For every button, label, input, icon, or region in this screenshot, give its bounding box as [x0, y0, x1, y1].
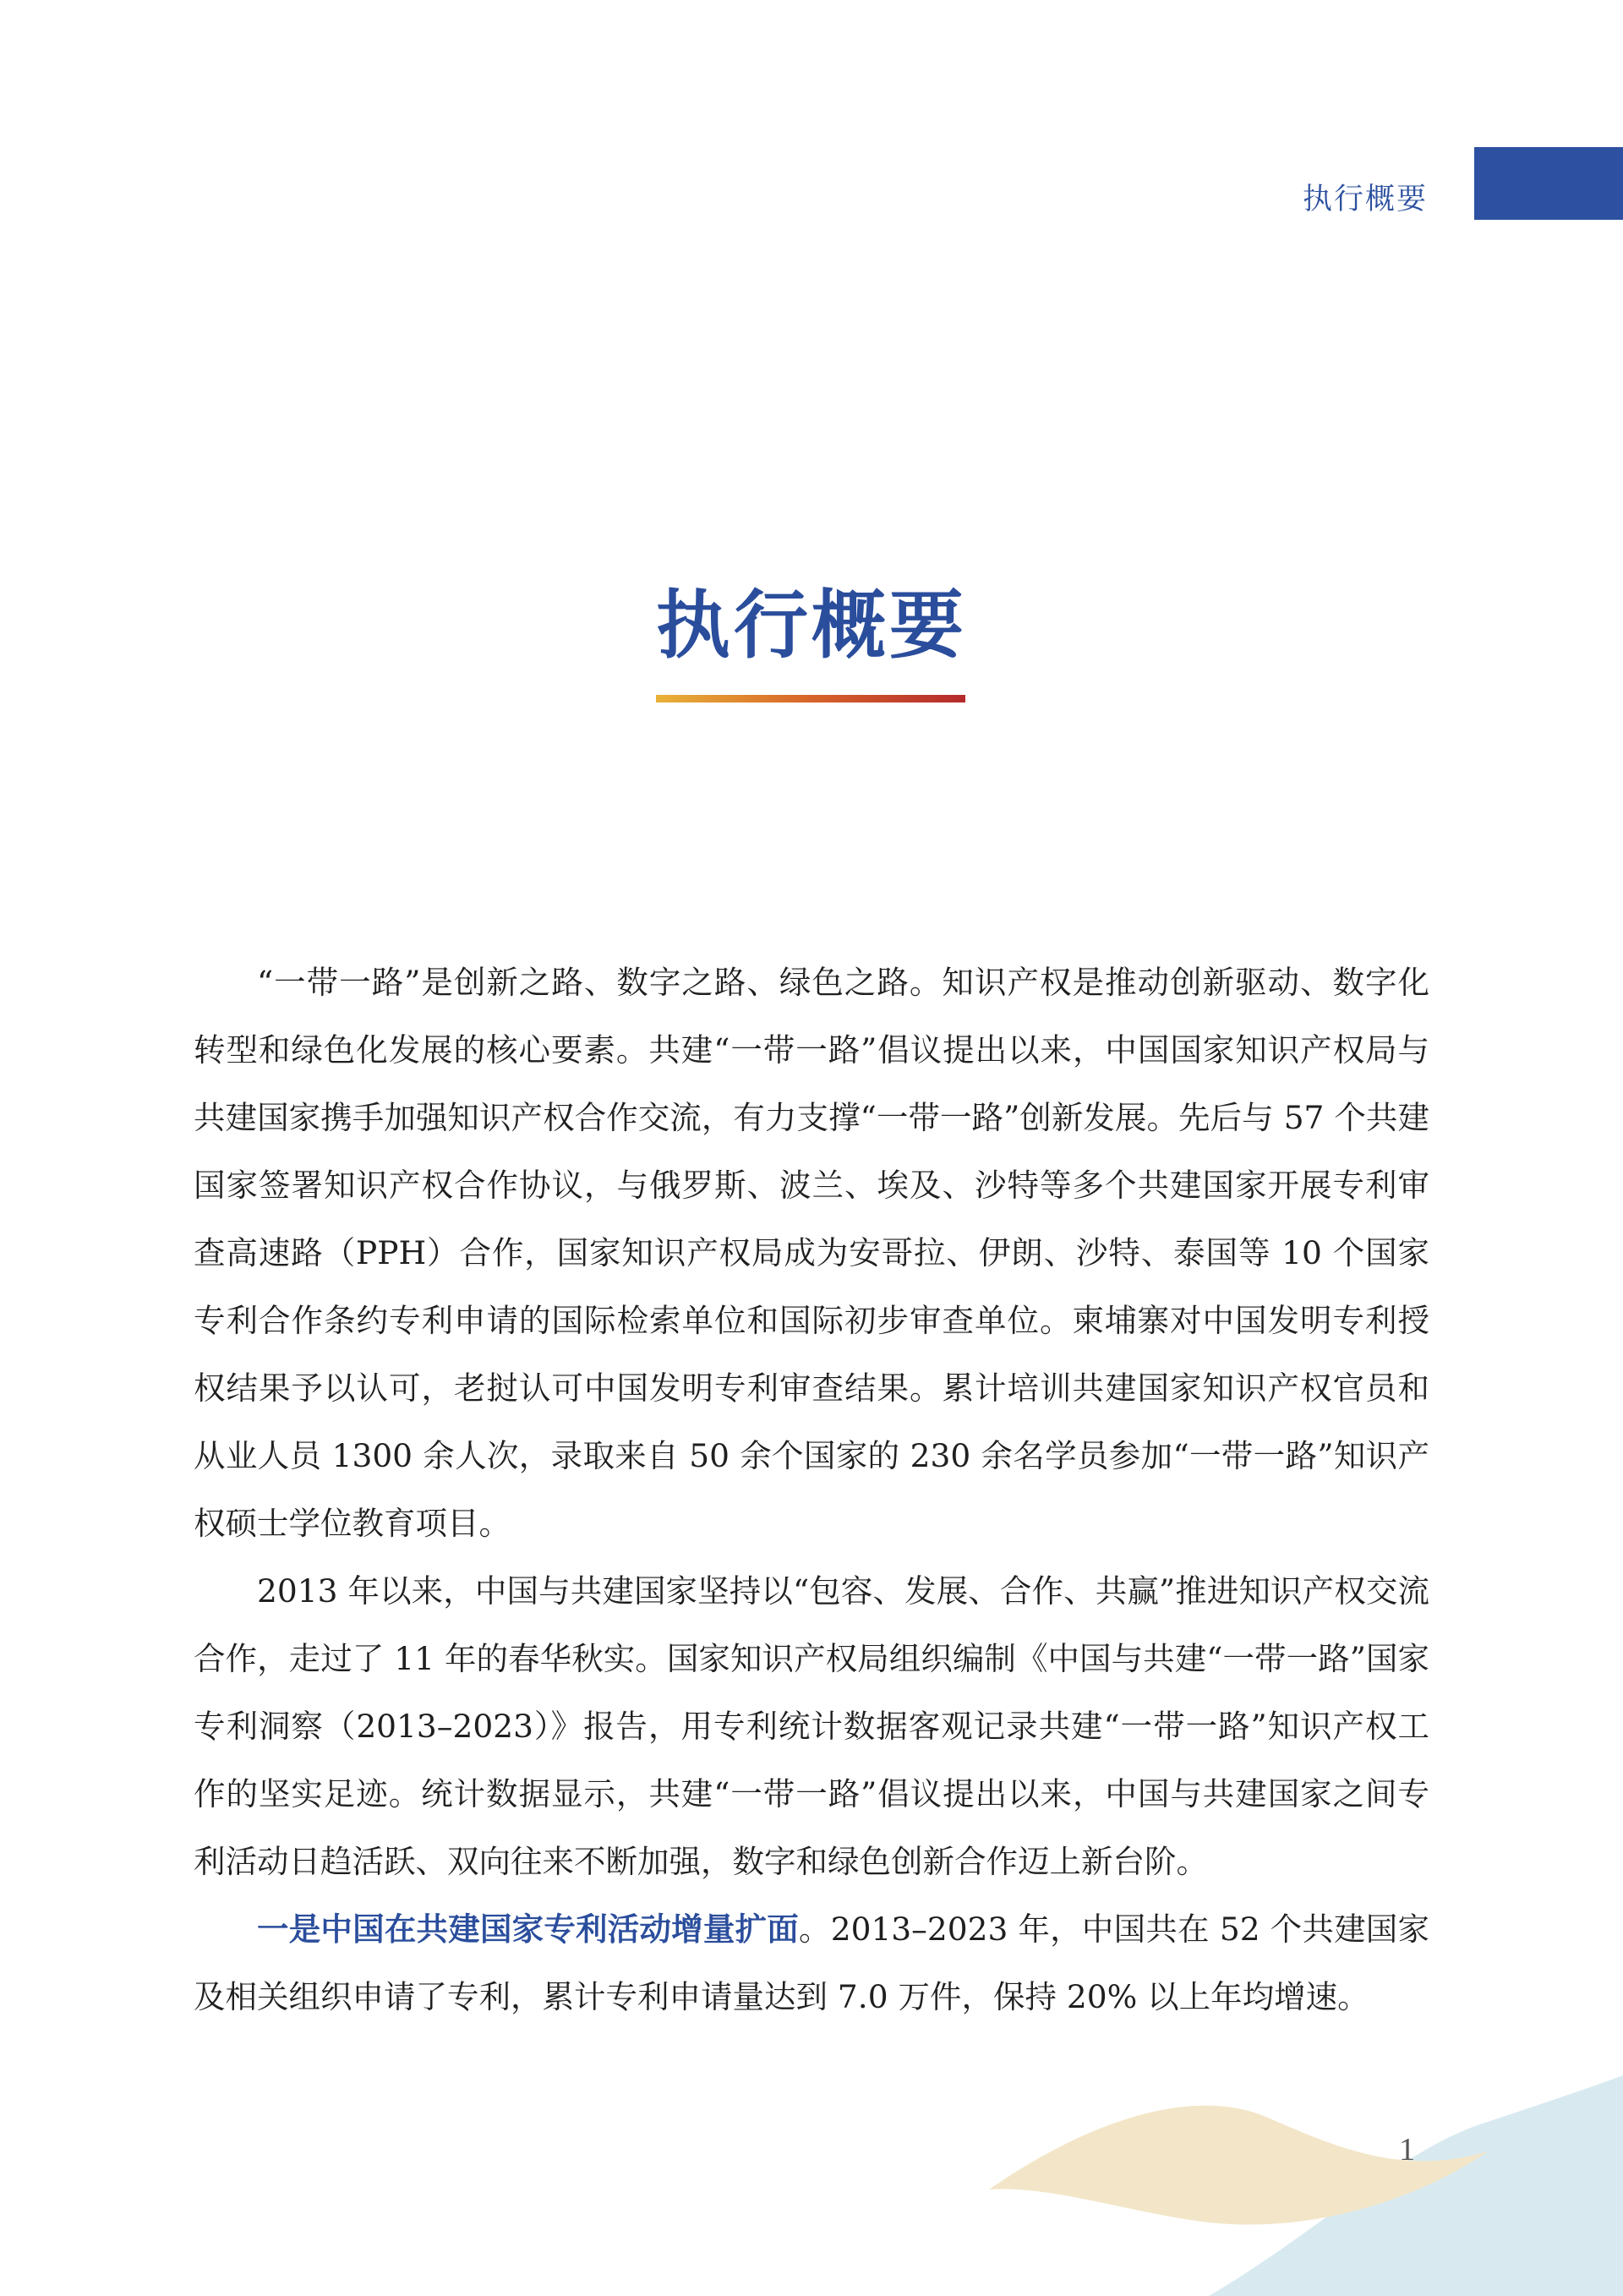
paragraph-3-emphasis: 一是中国在共建国家专利活动增量扩面	[257, 1911, 800, 1948]
section-header-label: 执行概要	[1302, 183, 1428, 216]
paragraph-1: “一带一路”是创新之路、数字之路、绿色之路。知识产权是推动创新驱动、数字化转型和绿色化发展的核心要素。共建“一带一路”倡议提出以来，中国国家知识产权局与共建国家携手加强知识产权合作交流，有力支撑“一带一路”创新发展。先后与 57 个共建国家签署知识产权合作协议，与俄罗斯、波兰、埃及、沙特等多个共建国家开展专利审查高速路（PPH）合作，国家知识产权局成为安哥拉、伊朗、沙特、泰国等 10 个国家专利合作条约专利申请的国际检索单位和国际初步审查单位。柬埔寨对中国发明专利授权结果予以认可，老挝认可中国发明专利审查结果。累计培训共建国家知识产权官员和从业人员 1300 余人次，录取来自 50 余个国家的 230 余名学员参加“一带一路”知识产权硕士学位教育项目。	[194, 964, 1429, 1542]
page-title: 执行概要	[655, 580, 967, 669]
page-number: 1	[1399, 2132, 1415, 2168]
paragraph-3-text: 。2013–2023 年，中国共在 52 个共建国家及相关组织申请了专利，累计专利申请量达到 7.0 万件，保持 20% 以上年均增速。	[194, 1911, 1429, 2015]
paragraph-2: 2013 年以来，中国与共建国家坚持以“包容、发展、合作、共赢”推进知识产权交流合作，走过了 11 年的春华秋实。国家知识产权局组织编制《中国与共建“一带一路”国家专利洞察（2013–2023）》报告，用专利统计数据客观记录共建“一带一路”知识产权工作的坚实足迹。统计数据显示，共建“一带一路”倡议提出以来，中国与共建国家之间专利活动日趋活跃、双向往来不断加强，数字和绿色创新合作迈上新台阶。	[194, 1572, 1429, 1880]
